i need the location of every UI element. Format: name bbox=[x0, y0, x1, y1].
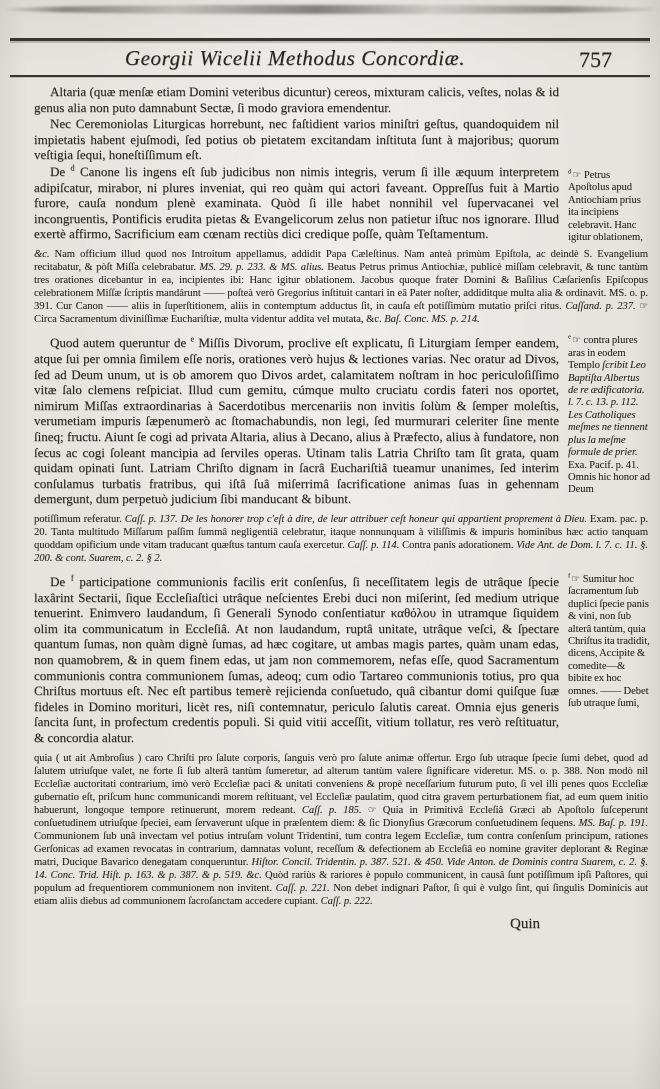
text-run: d bbox=[568, 168, 573, 176]
text-run: Caſſ. p. 114. bbox=[347, 539, 400, 551]
main-text-column bbox=[34, 84, 559, 244]
text-run: Caſſ. p. 222. bbox=[320, 895, 373, 907]
text-run: e bbox=[190, 335, 195, 345]
catchword: Quin bbox=[510, 915, 540, 932]
text-run: contra plures aras in eodem Templo bbox=[568, 335, 638, 372]
margin-note-sumitur bbox=[568, 574, 650, 710]
text-run: Baſ. Conc. MS. p. 214. bbox=[384, 314, 480, 326]
manicule-icon: ☞ bbox=[572, 170, 584, 181]
margin-note-contra-plures bbox=[568, 335, 650, 496]
text-run: f bbox=[70, 573, 74, 583]
footnote-quia bbox=[34, 752, 648, 908]
text-run: De bbox=[50, 163, 71, 179]
text-run: Caſſand. p. 237. bbox=[565, 301, 640, 313]
text-run: Beatus Petrus primus Antiochiæ, publicè miſſam celebravit, & tunc tantùm tres orationes dicebantur in ea, incipientes ibi: Hanc igitur oblationem. Jacobus quoque frater Domini & Baſilius Cæſarienſis Epiſcopus celebrationem Miſſæ ſcriptis mandârunt —— poſteà verò Gregorius inſtituit cantari in eâ Pater noſter, addiditque multa alia & ordinavit. MS. o. p. 391. Cur Canon —— aliis in ſuperſtitionem, aliis in contemptum adductus ſit, in cauſa eſt potiſſimùm mutatio priſci ritus. bbox=[34, 262, 648, 313]
text-run: Hiſtor. Concil. Tridentin. p. 387. 521. & 450. Vide Anton. de Dominis contra Suarem, c. 2. §. 14. Conc. Trid. Hiſt. p. 163. & p. 387. & p. 519. &c. bbox=[34, 856, 649, 881]
paragraph-de-canone bbox=[34, 164, 559, 242]
manicule-icon: ☞ bbox=[639, 301, 648, 313]
text-run: f bbox=[568, 572, 572, 580]
text-run: ſcribit Leo Baptiſta Albertus de re ædificatoria. l. 7. c. 13. p. 112. bbox=[568, 360, 646, 409]
text-run: Caſſ. p. 221. bbox=[275, 882, 330, 894]
main-text-column bbox=[34, 335, 559, 508]
text-run: MS. Baſ. p. 191. bbox=[578, 817, 648, 829]
page-title: Georgii Wicelii Methodus Concordiæ. bbox=[124, 46, 466, 70]
header-rule-bottom bbox=[10, 75, 650, 77]
manicule-icon: ☞ bbox=[571, 573, 583, 585]
section-canon bbox=[0, 84, 660, 244]
text-run: d bbox=[70, 163, 75, 173]
text-run: Circa Sacramentum diviniſſimæ Euchariſtiæ, multa videntur addita vel mutata, &c. bbox=[34, 314, 385, 326]
text-run: Nam officium illud quod nos Introitum appellamus, addidit Papa Cæleſtinus. Nam anteà primùm Epiſtola, ac deindè S. Evangelium recitabatur, & pòſt Miſſa celebrabatur. bbox=[34, 249, 648, 274]
margin-notes-column bbox=[559, 84, 650, 244]
text-run: Caſſ. p. 137. bbox=[124, 513, 178, 525]
text-run: quia ( ut ait Ambroſius ) caro Chriſti pro ſalute corporis, ſanguis verò pro ſalute animæ offertur. Ergo ſub utraque ſpecie ſumi debet, quod ad ſalutem utriuſque valet, ne forte ſi ſub alterâ tantùm ſumeretur, ad alterum tantùm valere ſignificare videretur. MS. o. p. 388. Non modò nil Eccleſiæ auctoritati contrarium, imò verò Eccleſiæ paci & unitati conveniens & propè neceſſarium futurum puto, ſi vel illi penes quos Eccleſiæ gubernatio eſt, priſcum hunc communicandi morem reſtituant, vel Eccleſiæ paulatim, quod citra gravem perturbationem fiat, ad eum quem initio habuerunt, longoque tempore retinuerunt, morem redeant. bbox=[34, 752, 648, 816]
text-run: &c. bbox=[34, 249, 50, 261]
text-run: Altaria (quæ menſæ etiam Domini veteribus dicuntur) cereos, mixturam calicis, veſtes, nolas & id genus alia non puto damnabunt Sectæ, ſi modo graviora emendentur. bbox=[34, 84, 559, 115]
text-run: Quia in Primitivâ Eccleſiâ Græci ab Apoſtolo ſuſceperunt conſuetudinem utriuſque ſpeciei, eam ſervaverunt uſque in præſentem diem: & ſic Dionyſius Græcorum conſuetudinem ſequens. bbox=[34, 804, 648, 829]
margin-notes-column bbox=[559, 335, 650, 508]
manicule-icon: ☞ bbox=[367, 804, 377, 816]
catchword-row bbox=[0, 916, 660, 933]
margin-note-petrus bbox=[568, 170, 650, 244]
masthead bbox=[10, 38, 650, 77]
text-run: Sumitur hoc ſacramentum ſub duplici ſpecie panis & vini, non ſub alterâ tantùm, quia Chriſtus ita tradidit, dicens, Accipite & comedite—& bibite ex hoc omnes. —— Debet ſub utraque ſumi, bbox=[568, 573, 650, 710]
text-run: Les Catholiques meſmes ne tiennent plus la meſme formule de prier. bbox=[568, 409, 648, 459]
text-run: Exam. pac. p. 20. Tanta multitudo Miſſarum paſſim ſummâ negligentiâ celebratur, itaque nonnunquam à viliſſimis & impuris hominibus hæc actio tanquam quoddam opificium unde vitam traducant quæſtus tantum cauſa exercetur. bbox=[34, 513, 649, 551]
margin-notes-column bbox=[559, 574, 650, 747]
text-run: De bbox=[50, 573, 71, 589]
manicule-icon: ☞ bbox=[572, 335, 584, 347]
text-run: Communionem ſub unâ invectam vel potius intruſam volunt Tridentini, tum contra legem Eccleſiæ, tum contra conſenſum principum, rationes Gerſonicas ad examen revocatas in contrarium, damnatas volunt, receſſum & defectionem ab Eccleſiâ eo nomine graviter deplorant & Reginæ matri, Ducique Bavarico denegatam conqueruntur. bbox=[34, 830, 648, 868]
footnote-potissimum bbox=[34, 513, 648, 565]
paragraph-de-participatione bbox=[34, 574, 559, 746]
text-run: Canone lis ingens eſt ſub judicibus non nimis integris, verum ſi ille æquum interpretem adipiſcatur, mirabor, ni plures inveniat, qui reo quàm qui actori faveant. Oppreſſus fuit à Martio furore, cauſa nondum plenè examinata. Quòd ſi ille habet nonnihil vel ſupervacanei vel incongruentis, Pontificis erudita pietas & Evangelicorum zelus non patietur iſtuc nos ignorare. Illud exertè affirmo, Sacrificium eam cœnam rectiùs dici credique poſſe, quàm Teſtamentum. bbox=[34, 163, 559, 242]
page-number: 757 bbox=[579, 47, 612, 72]
text-run: Quod autem queruntur de bbox=[50, 335, 191, 351]
paragraph-altaria bbox=[34, 84, 559, 115]
text-run: Caſſ. p. 185. bbox=[301, 804, 368, 816]
text-run: e bbox=[568, 333, 573, 341]
paragraph-ceremoniolas bbox=[34, 116, 559, 163]
text-run: Quòd rariùs & rariores è populo communicent, in causâ ſunt potiſſimum ipſi Paſtores, qui populum ad frequentiorem communionem non invitent. bbox=[34, 869, 648, 894]
text-run: Exa. Pacif. p. 41. Omnis hic honor ad Deum bbox=[568, 459, 650, 496]
text-run: Vide Ant. de Dom. l. 7. c. 11. §. 200. & cont. Suarem, c. 2. § 2. bbox=[34, 539, 648, 564]
text-run: Non debet indignari Paſtor, ſi qui è vulgo ſint, qui ſingulis Dominicis aut etiam aliis diebus ad communionem ſacroſanctam accedere cupiant. bbox=[34, 882, 648, 907]
text-run: Contra panis adorationem. bbox=[399, 539, 517, 551]
text-run: MS. 29. p. 233. & MS. alius. bbox=[199, 262, 324, 274]
paragraph-quod-autem bbox=[34, 335, 559, 507]
text-run: Miſſis Divorum, proclive eſt explicatu, ſi Liturgiam ſemper eandem, atque ſui per omnia ſimilem eſſe noris, orationes verò hujus & lectiones varias. Nec oratur ad Divos, ſed ad Deum unum, ut is ob amorem quo Divos ardet, calamitatem noſtram in hoc periculoſiſſimo vitæ ſalo clemens reſpiciat. Illud cum gemitu, cúmque multo cruciatu cordis fateri nos oportet, nimirum Miſſas extraordinarias à Sacerdotibus mercenariis non invitis ſolùm & ſemper moleſtis, verumetiam impuris ſæpenumerò ac ſtomachabundis, non legi, ſed murmurari celeriter ſine mente ſineq; fructu. Aiunt ſe cogi ad privata Altaria, alius à Decano, alius à Præfecto, alius à fundatore, non ſecus ac cogi ſoleant mancipia ad ſerviles operas. Utinam talis Latria Chriſto tam ſit grata, quam quidam opinati ſunt. Latriam Chriſto dignam in ſacrâ Euchariſtiâ tueamur unanimes, ſed interim conſulamus turbatis fratribus, qui iſtâ ſuâ miſerrimâ ſacrificatione animas ſuas in gehennam demergunt, dum perpetuò judicium ſibi manducant & bibunt. bbox=[34, 335, 559, 507]
section-missis-divorum bbox=[0, 335, 660, 508]
text-run: Nec Ceremoniolas Liturgicas horrebunt, nec faſtidient varios miniſtri geſtus, quandoquidem nil impietatis habent ejuſmodi, ſed potius ob pietatem excitandam inſtituta ſunt à majoribus; quorum veſtigia ſequi, honeſtiſſimum eſt. bbox=[34, 116, 559, 163]
text-run: potiſſimum referatur. bbox=[34, 513, 125, 525]
main-text-column bbox=[34, 574, 559, 747]
section-participatione bbox=[0, 574, 660, 747]
footnote-introitum bbox=[34, 248, 648, 326]
text-run: participatione communionis facilis erit conſenſus, ſi neceſſitatem legis de utrâque ſpecie laxârint Sectarii, ſique Eccleſiaſtici utrâque neſcientes Erebi duci non miſerint, ſed medium utrique tenuerint. Enimvero laudandum, ſi Generali Synodo conſentiatur καθόλου in utramque ſiquidem olim ita communicatum in Eccleſiâ. At non laudandum, ruptâ unitate, utrâque veſci, & ſpectare quantum ſumas, non quàm dignè ſumas, ad hæc cogitare, ut ambas magis partes, quàm unam edas, non quamobrem, & in quem finem edas, ut jam non commemorem, nefas eſſe, quod Sacramentum communionis contra communionem ſumas, adeoq; cum odio Tartareo communionis totius, pro qua Chriſtus mortuus eſt. Nec eſt partibus temerè rejicienda conſuetudo, quâ cibantur domi quiſque ſuæ fideles in Domino morituri, licèt res, niſi contemnatur, periculo ſalutis careat. Omnia ejus generis ſancita ſunt, in profectum credentis populi. Si quid vitii acceſſit, vitium tollatur, res verò reſtituatur, & concordia alatur. bbox=[34, 573, 559, 745]
text-run: De les honorer trop c'eſt à dire, de leur attribuer ceſt honeur qui appartient proprement à Dieu. bbox=[177, 513, 587, 525]
scan-smudge-artifact bbox=[6, 5, 654, 14]
text-run: Petrus Apoſtolus apud Antiochiam prius ita incipiens celebravit. Hanc igitur oblationem, bbox=[568, 170, 643, 244]
